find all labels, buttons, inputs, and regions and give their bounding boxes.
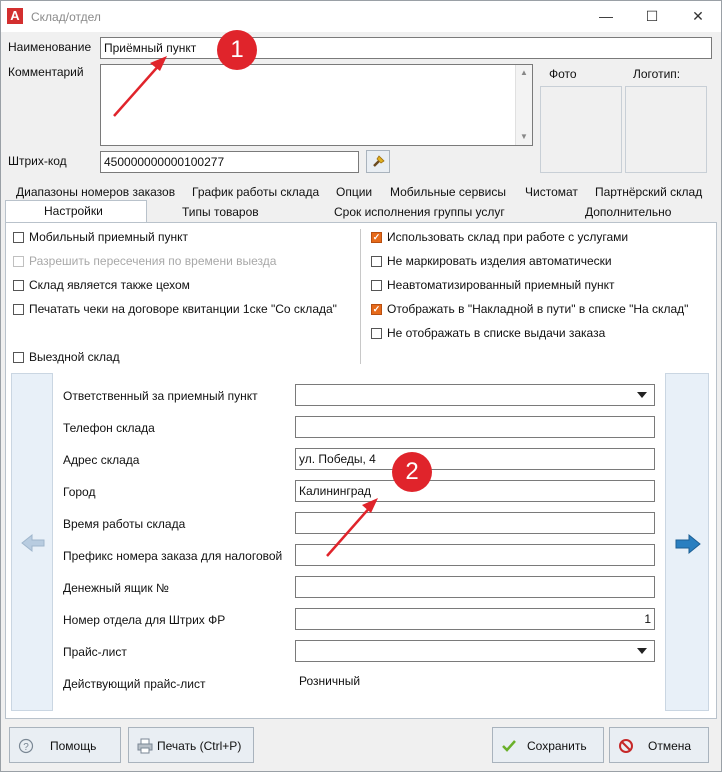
annotation-arrow-1 — [114, 63, 161, 116]
field-pricelist-label: Прайс-лист — [63, 645, 127, 659]
logo-label: Логотип: — [633, 67, 681, 81]
checkbox-use-with-services[interactable]: ✓ — [372, 232, 381, 242]
checkbox-non-automated-label[interactable]: Неавтоматизированный приемный пункт — [387, 278, 615, 292]
annotation-arrow-2 — [327, 505, 372, 556]
field-city-label: Город — [63, 485, 96, 499]
field-active-pricelist-value: Розничный — [299, 674, 361, 688]
barcode-label: Штрих-код — [8, 154, 67, 168]
maximize-button[interactable]: ☐ — [645, 8, 659, 24]
window-title: Склад/отдел — [31, 10, 101, 24]
annotation-badge-1: 1 — [217, 30, 257, 70]
field-department-input[interactable]: 1 — [295, 608, 655, 630]
checkbox-also-workshop-label[interactable]: Склад является также цехом — [29, 278, 190, 292]
annotation-badge-2: 2 — [392, 452, 432, 492]
field-cash-drawer-label: Денежный ящик № — [63, 581, 169, 595]
field-city-input[interactable]: Калининград — [295, 480, 655, 502]
field-responsible-label: Ответственный за приемный пункт — [63, 389, 258, 403]
tab-settings-label: Настройки — [44, 204, 103, 218]
tab-chistomat[interactable]: Чистомат — [525, 185, 578, 199]
photo-label: Фото — [549, 67, 577, 81]
scroll-down-icon[interactable]: ▼ — [520, 132, 528, 141]
name-label: Наименование — [8, 40, 92, 54]
annotation-arrowhead-2 — [362, 498, 378, 513]
field-hours-label: Время работы склада — [63, 517, 186, 531]
close-button[interactable]: ✕ — [692, 8, 704, 24]
field-address-label: Адрес склада — [63, 453, 140, 467]
checkbox-mobile-point-label[interactable]: Мобильный приемный пункт — [29, 230, 189, 244]
tab-partner-warehouse[interactable]: Партнёрский склад — [595, 185, 703, 199]
tab-mobile-services[interactable]: Мобильные сервисы — [390, 185, 506, 199]
annotation-arrowhead-1 — [150, 56, 167, 71]
checkbox-show-in-transit-label[interactable]: Отображать в "Накладной в пути" в списке "На склад" — [387, 302, 689, 316]
scroll-up-icon[interactable]: ▲ — [520, 68, 528, 77]
checkbox-print-receipts-label[interactable]: Печатать чеки на договоре квитанции 1cке "Со склада" — [29, 302, 337, 316]
checkbox-use-with-services-label[interactable]: Использовать склад при работе с услугами — [387, 230, 629, 244]
app-logo-icon: A — [7, 8, 23, 24]
tab-order-ranges[interactable]: Диапазоны номеров заказов — [16, 185, 176, 199]
field-active-pricelist-label: Действующий прайс-лист — [63, 677, 206, 691]
barcode-input[interactable]: 450000000000100277 — [100, 151, 359, 173]
tab-service-group-deadline[interactable]: Срок исполнения группы услуг — [334, 205, 505, 219]
checkbox-show-in-transit[interactable]: ✓ — [372, 304, 381, 314]
cancel-button-label: Отмена — [648, 739, 692, 753]
tab-product-types[interactable]: Типы товаров — [182, 205, 259, 219]
field-department-label: Номер отдела для Штрих ФР — [63, 613, 226, 627]
print-button-label: Печать (Ctrl+P) — [157, 739, 242, 753]
name-input[interactable]: Приёмный пункт — [100, 37, 712, 59]
checkbox-no-auto-marking-label[interactable]: Не маркировать изделия автоматически — [387, 254, 612, 268]
svg-text:?: ? — [23, 742, 29, 753]
checkbox-mobile-warehouse-label[interactable]: Выездной склад — [29, 350, 120, 364]
field-address-input[interactable]: ул. Победы, 4 — [295, 448, 655, 470]
field-phone-label: Телефон склада — [63, 421, 155, 435]
help-button-label: Помощь — [50, 739, 97, 753]
checkbox-hide-in-issue-label[interactable]: Не отображать в списке выдачи заказа — [387, 326, 606, 340]
field-tax-prefix-label: Префикс номера заказа для налоговой — [63, 549, 283, 563]
minimize-button[interactable]: — — [599, 8, 613, 24]
tab-schedule[interactable]: График работы склада — [192, 185, 320, 199]
tab-additional[interactable]: Дополнительно — [585, 205, 672, 219]
tab-options[interactable]: Опции — [336, 185, 373, 199]
checkbox-allow-overlap-label: Разрешить пересечения по времени выезда — [29, 254, 277, 268]
comment-label: Комментарий — [8, 65, 84, 79]
save-button-label: Сохранить — [527, 739, 587, 753]
